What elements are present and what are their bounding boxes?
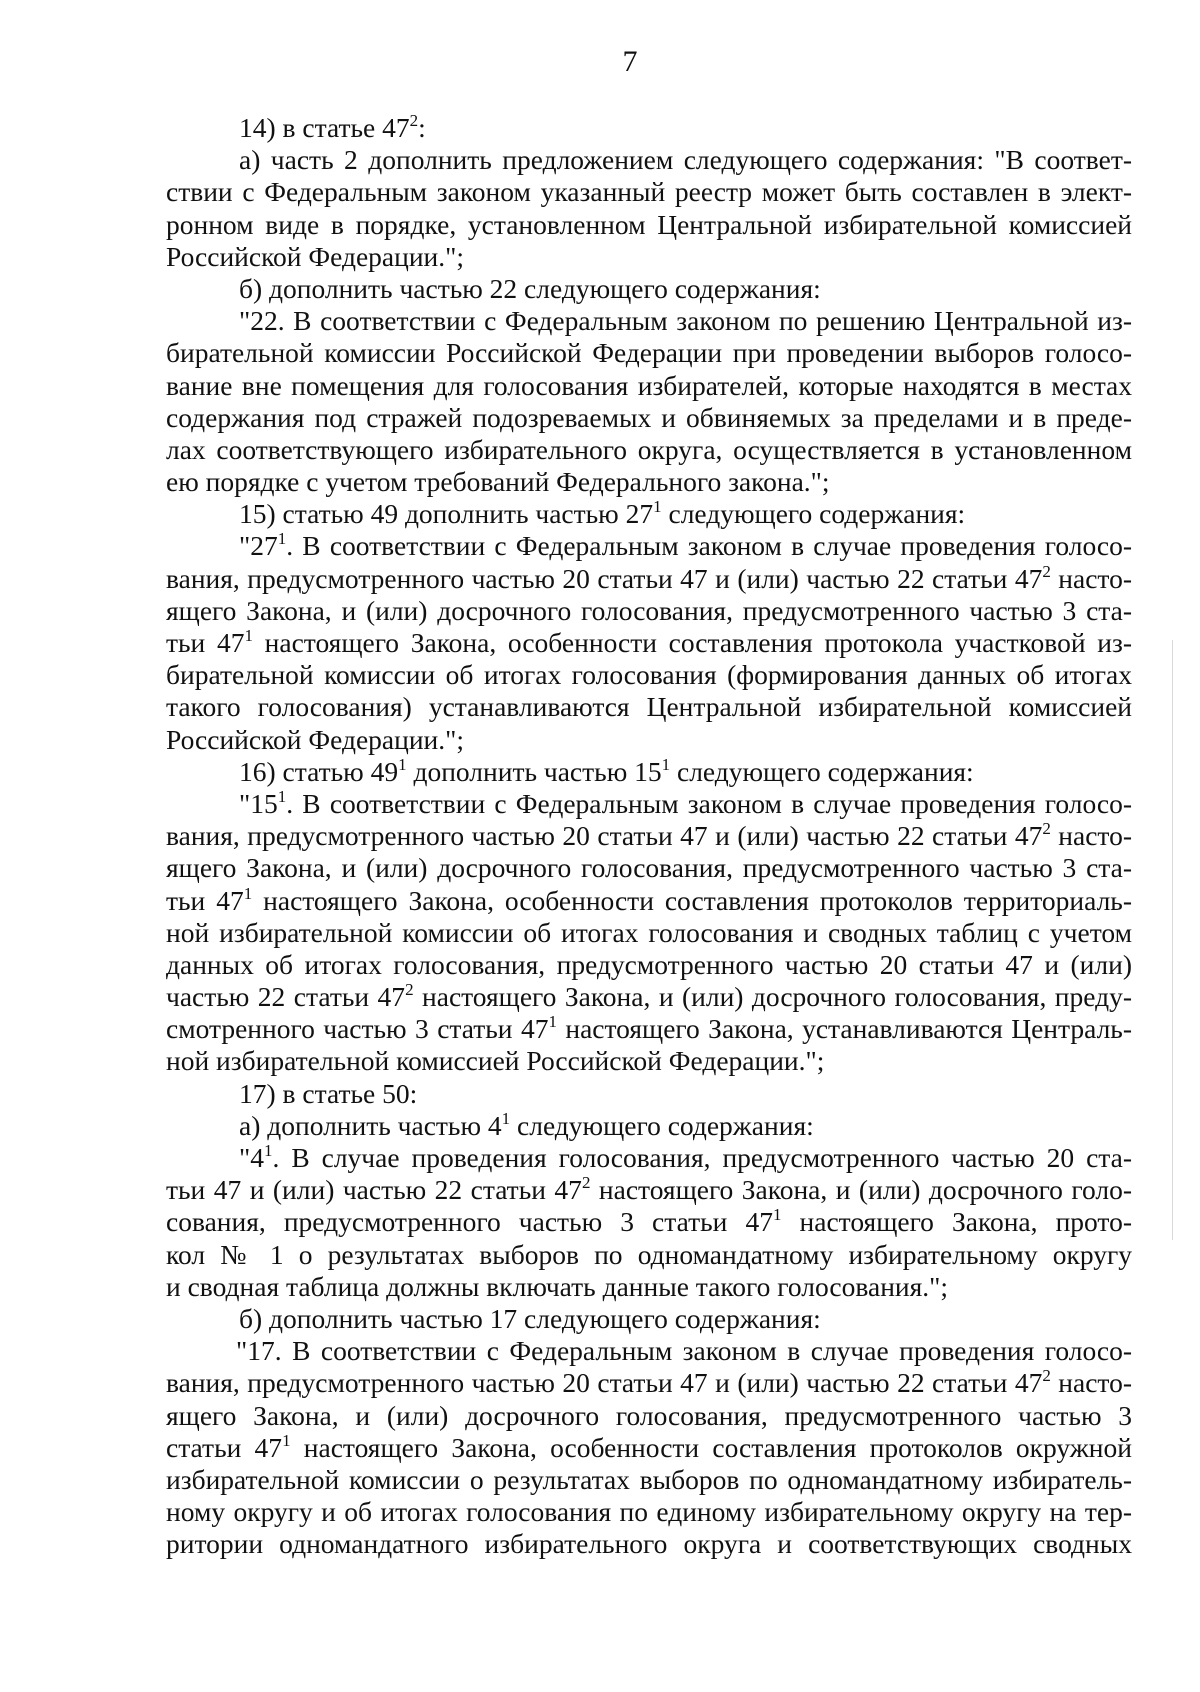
text-line: ной избирательной комиссии об итогах голосования и сводных таблиц с учетом [166, 916, 1132, 948]
text-line: ящего Закона, и (или) досрочного голосования, предусмотренного частью 3 ста- [166, 594, 1132, 626]
text-line: 15) статью 49 дополнить частью $27^1$ следующего содержания: [239, 497, 966, 530]
text-line: "$27^1$. В соответствии с Федеральным законом в случае проведения голосо- [239, 529, 1132, 562]
text-line: сования, предусмотренного частью 3 статьи $47^1$ настоящего Закона, прото- [166, 1205, 1132, 1238]
text-line: "22. В соответствии с Федеральным законом по решению Центральной из- [239, 305, 1132, 337]
text-line: ствии с Федеральным законом указанный реестр может быть составлен в элект- [166, 176, 1132, 208]
text-line: статьи $47^1$ настоящего Закона, особенности составления протоколов окружной [166, 1430, 1132, 1463]
document-body [166, 112, 1132, 1560]
text-line: Российской Федерации."; [166, 240, 465, 272]
text-line: ящего Закона, и (или) досрочного голосования, предусмотренного частью 3 ста- [166, 852, 1132, 884]
text-line: ронном виде в порядке, установленном Центральной избирательной комиссией [166, 208, 1132, 240]
page-number: 7 [622, 45, 638, 78]
text-line: смотренного частью 3 статьи $47^1$ настоящего Закона, устанавливаются Централь- [166, 1012, 1132, 1045]
text-line: тьи $47^1$ настоящего Закона, особенности составления протоколов территориаль- [166, 883, 1132, 916]
text-line: ящего Закона, и (или) досрочного голосования, предусмотренного частью 3 [166, 1399, 1132, 1431]
text-line: 17) в статье 50: [239, 1077, 418, 1109]
text-line: а) дополнить частью $4^1$ следующего содержания: [239, 1108, 814, 1141]
text-line: частью 22 статьи $47^2$ настоящего Закона, и (или) досрочного голосования, преду- [166, 980, 1132, 1013]
text-line: избирательной комиссии о результатах выборов по одномандатному избиратель- [166, 1463, 1132, 1495]
text-line: 16) статью $49^1$ дополнить частью $15^1$ следующего содержания: [239, 754, 974, 787]
text-line: "17. В соответствии с Федеральным законом в случае проведения голосо- [236, 1335, 1132, 1367]
text-line: тьи $47^1$ настоящего Закона, особенности составления протокола участковой из- [166, 626, 1132, 658]
text-line: ритории одномандатного избирательного округа и соответствующих сводных [166, 1528, 1132, 1560]
text-line: "$15^1$. В соответствии с Федеральным законом в случае проведения голосо- [239, 786, 1132, 819]
text-line: "$4^1$. В случае проведения голосования, предусмотренного частью 20 ста- [239, 1141, 1132, 1173]
text-line: лах соответствующего избирательного округа, осуществляется в установленном [166, 433, 1132, 465]
text-line: вания, предусмотренного частью 20 статьи 47 и (или) частью 22 статьи $47^2$ насто- [166, 561, 1132, 594]
text-line: б) дополнить частью 22 следующего содержания: [239, 272, 821, 304]
text-line: бирательной комиссии об итогах голосования (формирования данных об итогах [166, 659, 1132, 691]
text-line: вания, предусмотренного частью 20 статьи 47 и (или) частью 22 статьи $47^2$ насто- [166, 819, 1132, 852]
text-line: ею порядке с учетом требований Федерального закона."; [166, 466, 830, 498]
text-line: тьи 47 и (или) частью 22 статьи $47^2$ настоящего Закона, и (или) досрочного голо- [166, 1173, 1133, 1206]
text-line: содержания под стражей подозреваемых и обвиняемых за пределами и в преде- [166, 401, 1132, 433]
text-line: и сводная таблица должны включать данные такого голосования."; [166, 1270, 949, 1302]
text-line: кол № 1 о результатах выборов по одномандатному избирательному округу [166, 1238, 1132, 1270]
text-line: бирательной комиссии Российской Федерации при проведении выборов голосо- [166, 337, 1132, 369]
scan-edge-mark [1172, 640, 1173, 1240]
text-line: б) дополнить частью 17 следующего содержания: [239, 1302, 821, 1334]
text-line: такого голосования) устанавливаются Центральной избирательной комиссией [166, 691, 1132, 723]
text-line: Российской Федерации."; [166, 723, 465, 755]
text-line: а) часть 2 дополнить предложением следующего содержания: "В соответ- [239, 144, 1132, 176]
text-line: вание вне помещения для голосования избирателей, которые находятся в местах [166, 369, 1132, 401]
text-line: 14) в статье $47^2$: [239, 111, 426, 143]
text-line: вания, предусмотренного частью 20 статьи 47 и (или) частью 22 статьи $47^2$ насто- [166, 1366, 1132, 1399]
text-line: ной избирательной комиссией Российской Федерации."; [166, 1045, 825, 1077]
text-line: ному округу и об итогах голосования по единому избирательному округу на тер- [166, 1496, 1132, 1528]
text-line: данных об итогах голосования, предусмотренного частью 20 статьи 47 и (или) [166, 948, 1132, 980]
